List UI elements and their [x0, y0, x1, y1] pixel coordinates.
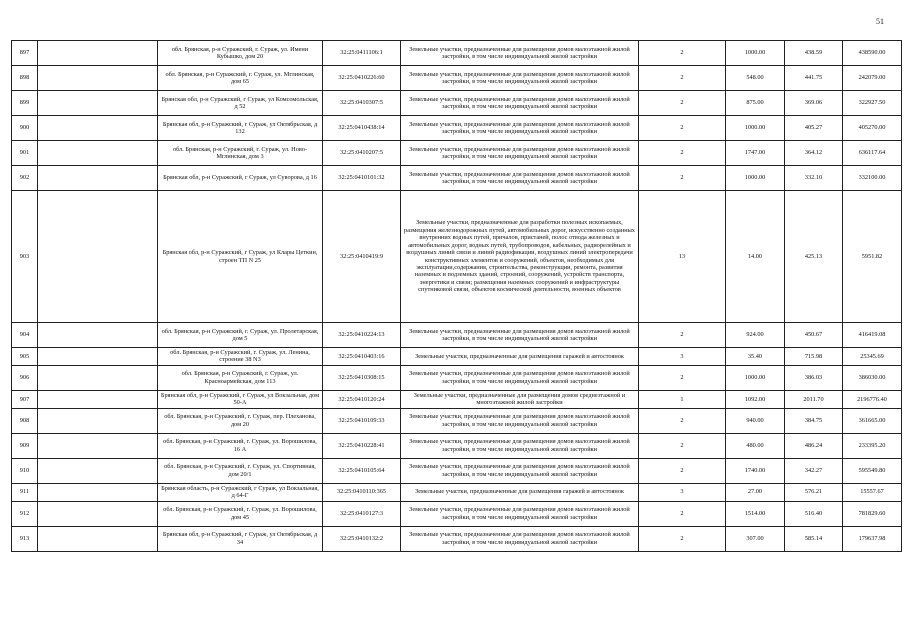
area-cell: 1747.00	[726, 141, 785, 166]
area-cell: 875.00	[726, 91, 785, 116]
use-group-cell: 3	[639, 348, 726, 366]
specific-value-cell: 438.59	[785, 41, 843, 66]
address-cell: обл. Брянская, р-н Суражский, г. Сураж, ул. Ново-Мглинская, дом 3	[158, 141, 323, 166]
cadastral-number-cell: 32:25:0410224:13	[323, 323, 401, 348]
table-row	[12, 408, 902, 433]
permitted-use-cell: Земельные участки, предназначенные для размещения домов малоэтажной жилой застройки, в том числе индивидуальной жилой застройки	[401, 458, 639, 483]
permitted-use-cell: Земельные участки, предназначенные для размещения гаражей и автостоянок	[401, 483, 639, 501]
table-body	[12, 41, 902, 552]
area-cell: 307.00	[726, 526, 785, 551]
cadastral-value-cell: 595549.80	[843, 458, 902, 483]
page-number: 51	[876, 17, 884, 26]
area-cell: 480.00	[726, 433, 785, 458]
row-number: 909	[12, 433, 38, 458]
specific-value-cell: 585.14	[785, 526, 843, 551]
specific-value-cell: 441.75	[785, 66, 843, 91]
cadastral-number-cell: 32:25:0410105:64	[323, 458, 401, 483]
specific-value-cell: 715.98	[785, 348, 843, 366]
address-cell: обл. Брянская, р-н Суражский, г. Сураж, ул. Пролетарская, дом 5	[158, 323, 323, 348]
cadastral-value-cell: 179637.98	[843, 526, 902, 551]
empty-cell	[38, 91, 158, 116]
address-cell: Брянская обл, р-н Суражский, г Сураж, ул Суворова, д 16	[158, 166, 323, 191]
area-cell: 940.00	[726, 408, 785, 433]
cadastral-number-cell: 32:25:0410438:14	[323, 116, 401, 141]
table-row	[12, 458, 902, 483]
specific-value-cell: 369.06	[785, 91, 843, 116]
row-number: 911	[12, 483, 38, 501]
row-number: 897	[12, 41, 38, 66]
cadastral-value-cell: 332100.00	[843, 166, 902, 191]
cadastral-value-cell: 361665.00	[843, 408, 902, 433]
table-row	[12, 116, 902, 141]
empty-cell	[38, 166, 158, 191]
row-number: 903	[12, 191, 38, 323]
row-number: 898	[12, 66, 38, 91]
row-number: 913	[12, 526, 38, 551]
empty-cell	[38, 348, 158, 366]
use-group-cell: 2	[639, 116, 726, 141]
row-number: 902	[12, 166, 38, 191]
table-row	[12, 348, 902, 366]
table-row	[12, 41, 902, 66]
use-group-cell: 1	[639, 390, 726, 408]
table-row	[12, 323, 902, 348]
permitted-use-cell: Земельные участки, предназначенные для размещения домов малоэтажной жилой застройки, в том числе индивидуальной жилой застройки	[401, 433, 639, 458]
address-cell: обл. Брянская, р-н Суражский, г. Сураж, ул. Спортивная, дом 20/1	[158, 458, 323, 483]
area-cell: 1000.00	[726, 365, 785, 390]
empty-cell	[38, 526, 158, 551]
address-cell: обл. Брянская, р-н Суражский, г. Сураж, ул. Красноармейская, дом 113	[158, 365, 323, 390]
use-group-cell: 2	[639, 526, 726, 551]
cadastral-number-cell: 32:25:0410403:16	[323, 348, 401, 366]
permitted-use-cell: Земельные участки, предназначенные для размещения домов малоэтажной жилой застройки, в том числе индивидуальной жилой застройки	[401, 66, 639, 91]
area-cell: 1514.00	[726, 501, 785, 526]
specific-value-cell: 425.13	[785, 191, 843, 323]
cadastral-value-cell: 416419.08	[843, 323, 902, 348]
area-cell: 1740.00	[726, 458, 785, 483]
cadastral-value-cell: 15557.67	[843, 483, 902, 501]
permitted-use-cell: Земельные участки, предназначенные для размещения домов малоэтажной жилой застройки, в том числе индивидуальной жилой застройки	[401, 91, 639, 116]
table-row	[12, 91, 902, 116]
specific-value-cell: 405.27	[785, 116, 843, 141]
address-cell: обл. Брянская, р-н Суражский, г. Сураж, пер. Плеханова, дом 20	[158, 408, 323, 433]
use-group-cell: 2	[639, 458, 726, 483]
use-group-cell: 2	[639, 323, 726, 348]
address-cell: обл. Брянская, р-н Суражский, г. Сураж, ул. Имени Кубышко, дом 20	[158, 41, 323, 66]
address-cell: обл. Брянская, р-н Суражский, г. Сураж, ул. Мглинская, дом 65	[158, 66, 323, 91]
cadastral-value-cell: 322927.50	[843, 91, 902, 116]
cadastral-number-cell: 32:25:0410228:41	[323, 433, 401, 458]
permitted-use-cell: Земельные участки, предназначенные для размещения гаражей и автостоянок	[401, 348, 639, 366]
table-row	[12, 390, 902, 408]
cadastral-number-cell: 32:25:0410132:2	[323, 526, 401, 551]
use-group-cell: 2	[639, 141, 726, 166]
table-row	[12, 433, 902, 458]
address-cell: Брянская обл, р-н Суражский, г Сураж, ул Вокзальная, дом 50-А	[158, 390, 323, 408]
table-row	[12, 191, 902, 323]
table-row	[12, 501, 902, 526]
empty-cell	[38, 66, 158, 91]
address-cell: обл. Брянская, р-н Суражский, г. Сураж, ул. Ленина, строение 38 N3	[158, 348, 323, 366]
empty-cell	[38, 458, 158, 483]
cadastral-number-cell: 32:25:0410308:15	[323, 365, 401, 390]
table-row	[12, 526, 902, 551]
use-group-cell: 3	[639, 483, 726, 501]
cadastral-value-cell: 2196776.40	[843, 390, 902, 408]
use-group-cell: 2	[639, 433, 726, 458]
specific-value-cell: 516.40	[785, 501, 843, 526]
address-cell: обл. Брянская, р-н Суражский, г. Сураж, ул. Ворошилова, 16 А	[158, 433, 323, 458]
cadastral-number-cell: 32:25:0410207:5	[323, 141, 401, 166]
row-number: 906	[12, 365, 38, 390]
cadastral-value-cell: 5951.82	[843, 191, 902, 323]
empty-cell	[38, 408, 158, 433]
cadastral-value-cell: 386030.00	[843, 365, 902, 390]
row-number: 904	[12, 323, 38, 348]
cadastral-number-cell: 32:25:0410109:33	[323, 408, 401, 433]
specific-value-cell: 450.67	[785, 323, 843, 348]
empty-cell	[38, 41, 158, 66]
table-row	[12, 141, 902, 166]
permitted-use-cell: Земельные участки, предназначенные для размещения домов малоэтажной жилой застройки, в том числе индивидуальной жилой застройки	[401, 141, 639, 166]
permitted-use-cell: Земельные участки, предназначенные для размещения домов малоэтажной жилой застройки, в том числе индивидуальной жилой застройки	[401, 526, 639, 551]
area-cell: 27.00	[726, 483, 785, 501]
table-row	[12, 483, 902, 501]
table-row	[12, 66, 902, 91]
cadastral-number-cell: 32:25:0410120:24	[323, 390, 401, 408]
area-cell: 548.00	[726, 66, 785, 91]
specific-value-cell: 576.21	[785, 483, 843, 501]
empty-cell	[38, 141, 158, 166]
area-cell: 14.00	[726, 191, 785, 323]
row-number: 905	[12, 348, 38, 366]
specific-value-cell: 364.12	[785, 141, 843, 166]
row-number: 908	[12, 408, 38, 433]
specific-value-cell: 384.75	[785, 408, 843, 433]
area-cell: 35.40	[726, 348, 785, 366]
permitted-use-cell: Земельные участки, предназначенные для размещения домов малоэтажной жилой застройки, в том числе индивидуальной жилой застройки	[401, 408, 639, 433]
specific-value-cell: 386.03	[785, 365, 843, 390]
row-number: 907	[12, 390, 38, 408]
use-group-cell: 2	[639, 365, 726, 390]
empty-cell	[38, 390, 158, 408]
cadastral-number-cell: 32:25:0411106:1	[323, 41, 401, 66]
cadastral-value-cell: 438590.00	[843, 41, 902, 66]
address-cell: Брянская обл, р-н Суражский, г Сураж, ул Клары Цеткин, строен ТП N 25	[158, 191, 323, 323]
permitted-use-cell: Земельные участки, предназначенные для размещения домов малоэтажной жилой застройки, в том числе индивидуальной жилой застройки	[401, 365, 639, 390]
cadastral-number-cell: 32:25:0410226:60	[323, 66, 401, 91]
cadastral-value-cell: 233395.20	[843, 433, 902, 458]
cadastral-number-cell: 32:25:0410127:3	[323, 501, 401, 526]
use-group-cell: 13	[639, 191, 726, 323]
address-cell: обл. Брянская, р-н Суражский, г. Сураж, ул. Ворошилова, дом 45	[158, 501, 323, 526]
empty-cell	[38, 433, 158, 458]
table-row	[12, 166, 902, 191]
empty-cell	[38, 365, 158, 390]
row-number: 900	[12, 116, 38, 141]
use-group-cell: 2	[639, 166, 726, 191]
cadastral-value-cell: 781829.60	[843, 501, 902, 526]
use-group-cell: 2	[639, 408, 726, 433]
empty-cell	[38, 483, 158, 501]
area-cell: 924.00	[726, 323, 785, 348]
cadastral-value-cell: 636117.64	[843, 141, 902, 166]
row-number: 910	[12, 458, 38, 483]
cadastral-value-cell: 405270.00	[843, 116, 902, 141]
permitted-use-cell: Земельные участки, предназначенные для размещения домов малоэтажной жилой застройки, в том числе индивидуальной жилой застройки	[401, 41, 639, 66]
permitted-use-cell: Земельные участки, предназначенные для размещения домов малоэтажной жилой застройки, в том числе индивидуальной жилой застройки	[401, 323, 639, 348]
address-cell: Брянская область, р-н Суражский, г Сураж, ул Вокзальная, д 64-Г	[158, 483, 323, 501]
use-group-cell: 2	[639, 91, 726, 116]
cadastral-value-cell: 242079.00	[843, 66, 902, 91]
row-number: 912	[12, 501, 38, 526]
address-cell: Брянская обл, р-н Суражский, г Сураж, ул Комсомольская, д 52	[158, 91, 323, 116]
cadastral-number-cell: 32:25:0410101:32	[323, 166, 401, 191]
cadastral-value-cell: 25345.69	[843, 348, 902, 366]
specific-value-cell: 2011.70	[785, 390, 843, 408]
permitted-use-cell: Земельные участки, предназначенные для размещения домов малоэтажной жилой застройки, в том числе индивидуальной жилой застройки	[401, 501, 639, 526]
use-group-cell: 2	[639, 41, 726, 66]
row-number: 901	[12, 141, 38, 166]
address-cell: Брянская обл, р-н Суражский, г Сураж, ул Октябрьская, д 34	[158, 526, 323, 551]
specific-value-cell: 486.24	[785, 433, 843, 458]
permitted-use-cell: Земельные участки, предназначенные для разработки полезных ископаемых, размещения железнодорожных путей, автомобильных дорог, искусственно созданных внутренних водных путей, причалов, пристаней, полос отвода железных и автомобильных дорог, водных путей, трубопроводов, кабельных, радиорелейных и воздушных линий связи и линий радиофикации, воздушных линий электропередачи конструктивных элементов и сооружений, объектов, необходимых для эксплуатации,содержания, строительства, реконструкции, ремонта, развития наземных и подземных зданий, строений, сооружений, устройств транспорта, энергетики и связи; размещения наземных сооружений и инфраструктуры спутниковой связи, объектов космической деятельности, военных объектов	[401, 191, 639, 323]
row-number: 899	[12, 91, 38, 116]
permitted-use-cell: Земельные участки, предназначенные для размещения домов малоэтажной жилой застройки, в том числе индивидуальной жилой застройки	[401, 116, 639, 141]
cadastral-number-cell: 32:25:0410307:5	[323, 91, 401, 116]
area-cell: 1000.00	[726, 116, 785, 141]
cadastral-number-cell: 32:25:0410419:9	[323, 191, 401, 323]
area-cell: 1092.00	[726, 390, 785, 408]
empty-cell	[38, 323, 158, 348]
use-group-cell: 2	[639, 501, 726, 526]
specific-value-cell: 332.10	[785, 166, 843, 191]
area-cell: 1000.00	[726, 41, 785, 66]
area-cell: 1000.00	[726, 166, 785, 191]
empty-cell	[38, 191, 158, 323]
use-group-cell: 2	[639, 66, 726, 91]
empty-cell	[38, 116, 158, 141]
empty-cell	[38, 501, 158, 526]
specific-value-cell: 342.27	[785, 458, 843, 483]
land-plots-table	[11, 40, 902, 552]
cadastral-number-cell: 32:25:0410110:365	[323, 483, 401, 501]
address-cell: Брянская обл, р-н Суражский, г Сураж, ул Октябрьская, д 132	[158, 116, 323, 141]
permitted-use-cell: Земельные участки, предназначенные для размещения домов малоэтажной жилой застройки, в том числе индивидуальной жилой застройки	[401, 166, 639, 191]
table-row	[12, 365, 902, 390]
permitted-use-cell: Земельные участки, предназначенные для размещения домов среднеэтажной и многоэтажной жилой застройки	[401, 390, 639, 408]
